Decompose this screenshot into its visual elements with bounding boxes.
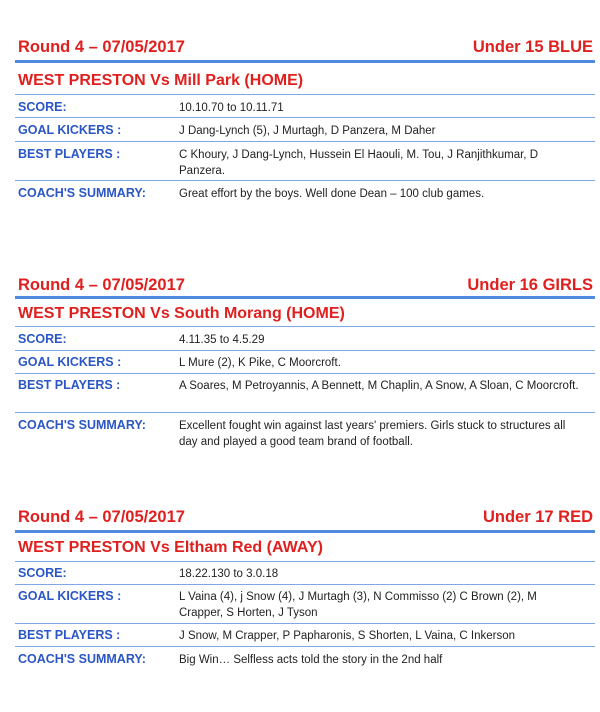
row-divider bbox=[15, 94, 595, 95]
coach-summary-value: Great effort by the boys. Well done Dean – 100 club games. bbox=[179, 188, 485, 200]
row-divider bbox=[15, 623, 595, 624]
team-name: Under 16 GIRLS bbox=[467, 276, 593, 294]
goal-kickers-value: L Mure (2), K Pike, C Moorcroft. bbox=[179, 357, 341, 369]
row-divider bbox=[15, 117, 595, 118]
row-divider bbox=[15, 584, 595, 585]
team-name: Under 15 BLUE bbox=[472, 38, 593, 56]
goal-kickers-value: J Dang-Lynch (5), J Murtagh, D Panzera, M Daher bbox=[179, 125, 436, 137]
goal-kickers-label: GOAL KICKERS : bbox=[18, 123, 122, 137]
row-divider bbox=[15, 646, 595, 647]
goal-kickers-value: L Vaina (4), j Snow (4), J Murtagh (3), N Commisso (2) C Brown (2), M Crapper, S Horten, J Tyson bbox=[179, 591, 537, 619]
match-report bbox=[15, 38, 595, 200]
coach-summary-value: Big Win… Selfless acts told the story in the 2nd half bbox=[179, 654, 443, 666]
match-title: WEST PRESTON Vs Eltham Red (AWAY) bbox=[18, 539, 323, 556]
round-header bbox=[15, 38, 595, 60]
match-title: WEST PRESTON Vs Mill Park (HOME) bbox=[18, 72, 304, 89]
match-title: WEST PRESTON Vs South Morang (HOME) bbox=[18, 305, 345, 322]
best-players-label: BEST PLAYERS : bbox=[18, 628, 121, 642]
score-label: SCORE: bbox=[18, 332, 67, 346]
goal-kickers-label: GOAL KICKERS : bbox=[18, 355, 122, 369]
row-divider bbox=[15, 412, 595, 413]
goal-kickers-label: GOAL KICKERS : bbox=[18, 589, 122, 603]
section-divider bbox=[15, 296, 595, 299]
round-header bbox=[15, 276, 595, 298]
row-divider bbox=[15, 326, 595, 327]
team-name: Under 17 RED bbox=[482, 508, 593, 526]
score-value: 4.11.35 to 4.5.29 bbox=[179, 334, 265, 346]
coach-summary-label: COACH'S SUMMARY: bbox=[18, 186, 146, 200]
best-players-value: A Soares, M Petroyannis, A Bennett, M Chaplin, A Snow, A Sloan, C Moorcroft. bbox=[179, 380, 579, 392]
match-report bbox=[15, 276, 595, 448]
coach-summary-label: COACH'S SUMMARY: bbox=[18, 418, 146, 432]
row-divider bbox=[15, 561, 595, 562]
round-date: Round 4 – 07/05/2017 bbox=[18, 276, 185, 294]
score-label: SCORE: bbox=[18, 566, 67, 580]
coach-summary-label: COACH'S SUMMARY: bbox=[18, 652, 146, 666]
section-divider bbox=[15, 530, 595, 533]
row-divider bbox=[15, 373, 595, 374]
row-divider bbox=[15, 350, 595, 351]
section-divider bbox=[15, 60, 595, 63]
best-players-label: BEST PLAYERS : bbox=[18, 378, 121, 392]
round-date: Round 4 – 07/05/2017 bbox=[18, 38, 185, 56]
score-value: 18.22.130 to 3.0.18 bbox=[179, 568, 279, 580]
score-label: SCORE: bbox=[18, 100, 67, 114]
round-header bbox=[15, 508, 595, 530]
match-report bbox=[15, 508, 595, 666]
best-players-value: C Khoury, J Dang-Lynch, Hussein El Haouli, M. Tou, J Ranjithkumar, D Panzera. bbox=[179, 149, 538, 177]
row-divider bbox=[15, 180, 595, 181]
coach-summary-value: Excellent fought win against last years' premiers. Girls stuck to structures all day and played a good team brand of football. bbox=[179, 420, 566, 448]
best-players-label: BEST PLAYERS : bbox=[18, 147, 121, 161]
row-divider bbox=[15, 141, 595, 142]
best-players-value: J Snow, M Crapper, P Papharonis, S Shorten, L Vaina, C Inkerson bbox=[179, 630, 516, 642]
score-value: 10.10.70 to 10.11.71 bbox=[179, 102, 284, 114]
round-date: Round 4 – 07/05/2017 bbox=[18, 508, 185, 526]
